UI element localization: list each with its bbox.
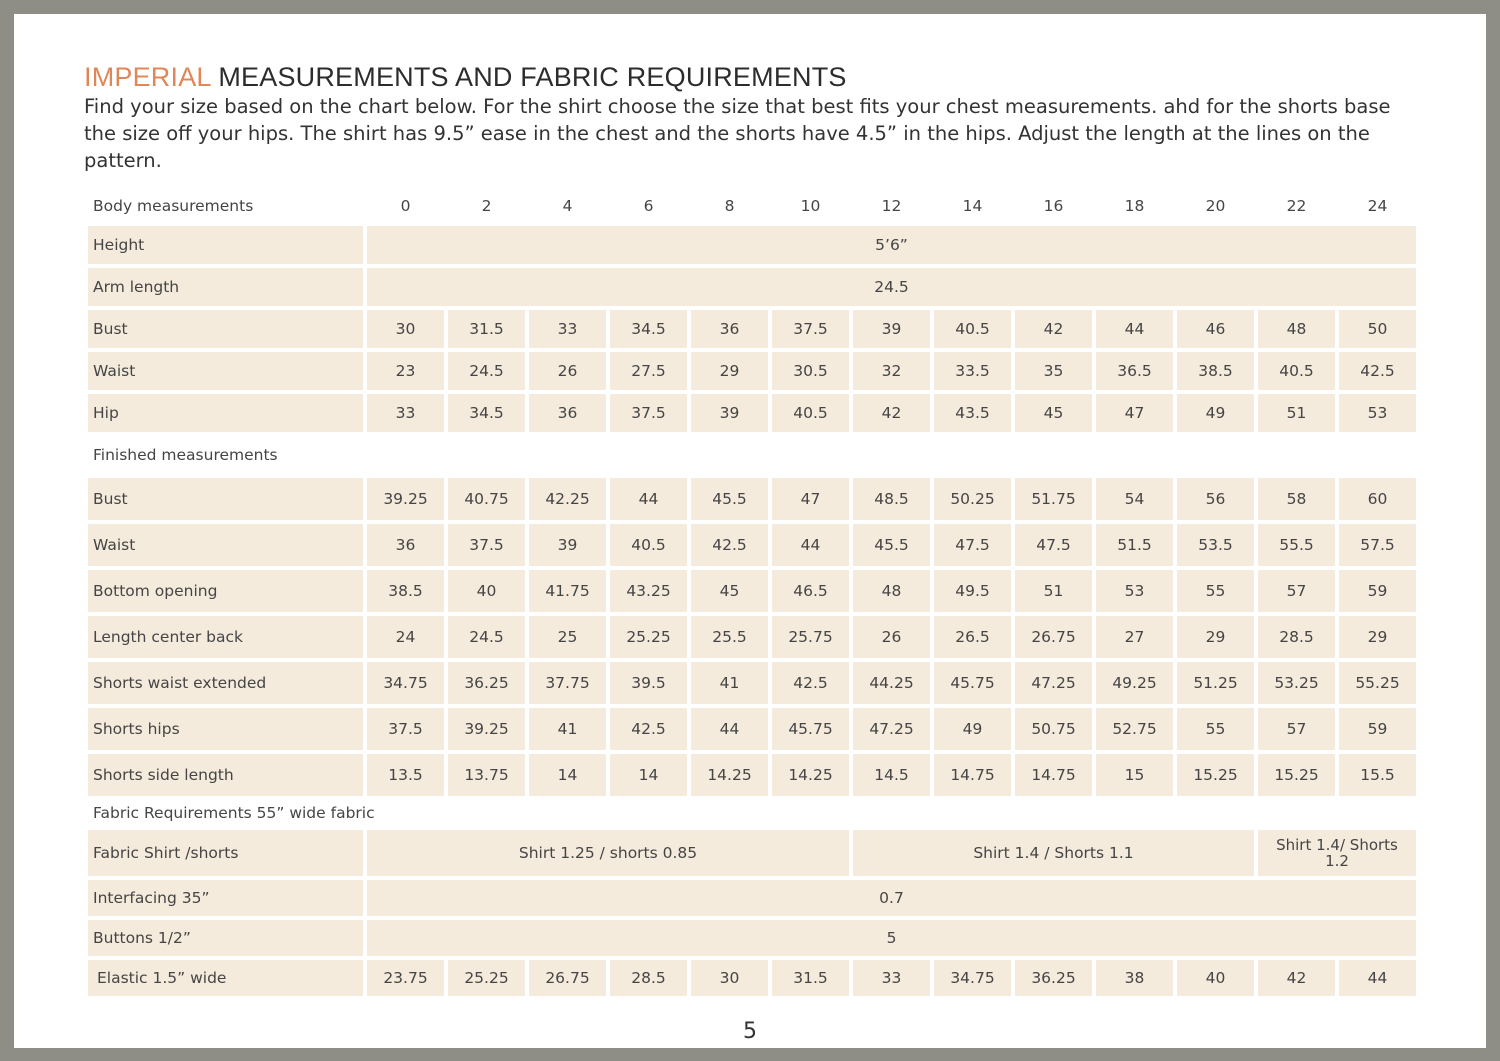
- row-label: Shorts hips: [88, 708, 363, 750]
- cell-value: 40.5: [1258, 352, 1335, 390]
- size-header: 10: [800, 197, 821, 215]
- section-header-row: [88, 436, 1416, 474]
- cell-value: 42.5: [691, 524, 768, 566]
- fabric-group-3-line: 1.2: [1325, 852, 1349, 870]
- size-header: 8: [724, 197, 735, 215]
- page-title: [84, 62, 847, 93]
- cell-value: 25.25: [610, 616, 687, 658]
- row-label: Shorts waist extended: [88, 662, 363, 704]
- cell-value: 44.25: [853, 662, 930, 704]
- table-row-buttons: [88, 920, 1416, 956]
- cell-value: 42.25: [529, 478, 606, 520]
- cell-value: 33.5: [934, 352, 1011, 390]
- cell-value: 40.5: [934, 310, 1011, 348]
- cell-value: 59: [1339, 708, 1416, 750]
- cell-value: 39.25: [367, 478, 444, 520]
- cell-value: 15.25: [1177, 754, 1254, 796]
- cell-value: 29: [691, 352, 768, 390]
- cell-value: 45.75: [934, 662, 1011, 704]
- cell-value: 39.5: [610, 662, 687, 704]
- cell-value: 45: [691, 570, 768, 612]
- cell-value: 58: [1258, 478, 1335, 520]
- cell-value: 33: [853, 960, 930, 996]
- cell-value: 55: [1177, 708, 1254, 750]
- cell-value: 42: [853, 394, 930, 432]
- intro-paragraph: [84, 93, 1424, 174]
- cell-value: 27.5: [610, 352, 687, 390]
- table-row: [88, 352, 1416, 390]
- cell-value: 24.5: [448, 616, 525, 658]
- row-label: Buttons 1/2”: [88, 920, 363, 956]
- row-label: Waist: [88, 352, 363, 390]
- cell-value: 40: [1177, 960, 1254, 996]
- cell-value: 54: [1096, 478, 1173, 520]
- cell-value: 14: [610, 754, 687, 796]
- cell-value: 34.5: [448, 394, 525, 432]
- row-label: Interfacing 35”: [88, 880, 363, 916]
- cell-value: 40.5: [772, 394, 849, 432]
- table-row-arm-length: [88, 268, 1416, 306]
- cell-value: 30: [367, 310, 444, 348]
- row-label: Arm length: [88, 268, 363, 306]
- cell-value: 13.75: [448, 754, 525, 796]
- cell-value: 37.5: [610, 394, 687, 432]
- cell-value: 39: [691, 394, 768, 432]
- cell-value: 47.25: [1015, 662, 1092, 704]
- size-header: 18: [1124, 197, 1145, 215]
- cell-value: 23: [367, 352, 444, 390]
- cell-value: 42.5: [772, 662, 849, 704]
- cell-value: 57.5: [1339, 524, 1416, 566]
- cell-value: 26.75: [529, 960, 606, 996]
- cell-value: 35: [1015, 352, 1092, 390]
- cell-value: 44: [1096, 310, 1173, 348]
- cell-value: 47: [772, 478, 849, 520]
- cell-value: 15.5: [1339, 754, 1416, 796]
- cell-value: 40.5: [610, 524, 687, 566]
- size-header: 20: [1205, 197, 1226, 215]
- cell-value: 14.75: [934, 754, 1011, 796]
- cell-value: 26: [853, 616, 930, 658]
- cell-value: 55.25: [1339, 662, 1416, 704]
- cell-value: 45.5: [853, 524, 930, 566]
- cell-value: 47.5: [934, 524, 1011, 566]
- row-label: Length center back: [88, 616, 363, 658]
- cell-value: 51: [1015, 570, 1092, 612]
- fabric-group-3-line: Shirt 1.4/ Shorts: [1276, 836, 1398, 854]
- size-header: 16: [1043, 197, 1064, 215]
- cell-value: 41: [529, 708, 606, 750]
- cell-value: 29: [1177, 616, 1254, 658]
- table-row-height: [88, 226, 1416, 264]
- cell-value: 38.5: [1177, 352, 1254, 390]
- size-header: 22: [1286, 197, 1307, 215]
- cell-value: 39: [529, 524, 606, 566]
- table-row: [88, 754, 1416, 796]
- row-label: Fabric Shirt /shorts: [88, 830, 363, 876]
- size-chart-table: [84, 186, 1420, 1000]
- cell-value: 24.5: [367, 268, 1416, 306]
- cell-value: 14.75: [1015, 754, 1092, 796]
- table-row: [88, 394, 1416, 432]
- cell-value: 39.25: [448, 708, 525, 750]
- cell-value: 43.5: [934, 394, 1011, 432]
- cell-value: 30: [691, 960, 768, 996]
- intro-line: Find your size based on the chart below. For the shirt choose the size that best fits your chest measurements. ahd for the shorts base: [84, 95, 1391, 118]
- page: [14, 14, 1486, 1048]
- cell-value: 5: [367, 920, 1416, 956]
- size-header: 14: [962, 197, 983, 215]
- cell-value: 37.75: [529, 662, 606, 704]
- intro-line: pattern.: [84, 149, 162, 172]
- cell-value: 23.75: [367, 960, 444, 996]
- cell-value: 26.75: [1015, 616, 1092, 658]
- cell-value: 52.75: [1096, 708, 1173, 750]
- cell-value: 57: [1258, 708, 1335, 750]
- cell-value: 37.5: [772, 310, 849, 348]
- cell-value: 27: [1096, 616, 1173, 658]
- cell-value: 34.75: [367, 662, 444, 704]
- cell-value: 40: [448, 570, 525, 612]
- cell-value: 55.5: [1258, 524, 1335, 566]
- cell-value: 53.5: [1177, 524, 1254, 566]
- cell-value: 24.5: [448, 352, 525, 390]
- cell-value: 51.25: [1177, 662, 1254, 704]
- cell-value: 14.5: [853, 754, 930, 796]
- section-header-row: [88, 800, 1416, 826]
- table-row-interfacing: [88, 880, 1416, 916]
- cell-value: 50.75: [1015, 708, 1092, 750]
- cell-value: 42: [1258, 960, 1335, 996]
- cell-value: 45.75: [772, 708, 849, 750]
- cell-value: 50: [1339, 310, 1416, 348]
- cell-value: 51.75: [1015, 478, 1092, 520]
- row-label: Waist: [88, 524, 363, 566]
- cell-value: 34.5: [610, 310, 687, 348]
- cell-value: 49.25: [1096, 662, 1173, 704]
- table-row: [88, 960, 1416, 996]
- size-header-row: [88, 190, 1416, 222]
- cell-value: 31.5: [448, 310, 525, 348]
- table-row: [88, 310, 1416, 348]
- cell-value: 38.5: [367, 570, 444, 612]
- cell-value: 33: [529, 310, 606, 348]
- cell-value: 25.75: [772, 616, 849, 658]
- cell-value: 38: [1096, 960, 1173, 996]
- row-label: Hip: [88, 394, 363, 432]
- cell-value: 15: [1096, 754, 1173, 796]
- cell-value: 49.5: [934, 570, 1011, 612]
- cell-value: 56: [1177, 478, 1254, 520]
- intro-line: the size off your hips. The shirt has 9.5” ease in the chest and the shorts have 4.5” in the hips. Adjust the length at the lines on the: [84, 122, 1370, 145]
- row-label: Shorts side length: [88, 754, 363, 796]
- size-header: 6: [643, 197, 654, 215]
- section-header-finished: Finished measurements: [93, 446, 278, 464]
- cell-value: 41.75: [529, 570, 606, 612]
- cell-value: 36.25: [448, 662, 525, 704]
- cell-value: 25: [529, 616, 606, 658]
- cell-value: 32: [853, 352, 930, 390]
- cell-value: 43.25: [610, 570, 687, 612]
- cell-value: 45: [1015, 394, 1092, 432]
- cell-value: 46.5: [772, 570, 849, 612]
- cell-value: 42.5: [610, 708, 687, 750]
- cell-value: 53: [1096, 570, 1173, 612]
- table-row-fabric: [88, 830, 1416, 876]
- cell-value: 0.7: [367, 880, 1416, 916]
- cell-value: 42: [1015, 310, 1092, 348]
- table-row: [88, 524, 1416, 566]
- table-row: [88, 478, 1416, 520]
- cell-value: 30.5: [772, 352, 849, 390]
- cell-value: 24: [367, 616, 444, 658]
- cell-value: 45.5: [691, 478, 768, 520]
- cell-value: 44: [610, 478, 687, 520]
- cell-value: 49: [1177, 394, 1254, 432]
- row-label: Bust: [88, 478, 363, 520]
- cell-value: 28.5: [610, 960, 687, 996]
- row-label: Elastic 1.5” wide: [88, 960, 363, 996]
- cell-value: 25.25: [448, 960, 525, 996]
- cell-value: 49: [934, 708, 1011, 750]
- title-rest: MEASUREMENTS AND FABRIC REQUIREMENTS: [218, 62, 847, 92]
- cell-value: 14: [529, 754, 606, 796]
- cell-value: 37.5: [448, 524, 525, 566]
- cell-value: 47: [1096, 394, 1173, 432]
- table-row: [88, 662, 1416, 704]
- cell-value: 36.5: [1096, 352, 1173, 390]
- cell-value: 26.5: [934, 616, 1011, 658]
- cell-value: 37.5: [367, 708, 444, 750]
- table-row: [88, 708, 1416, 750]
- cell-value: 50.25: [934, 478, 1011, 520]
- size-header: 4: [562, 197, 573, 215]
- row-label: Bottom opening: [88, 570, 363, 612]
- cell-value: 48: [1258, 310, 1335, 348]
- size-header: 24: [1367, 197, 1388, 215]
- cell-value: 44: [691, 708, 768, 750]
- cell-value: 41: [691, 662, 768, 704]
- row-label: Height: [88, 226, 363, 264]
- size-header: 0: [400, 197, 411, 215]
- cell-value: 14.25: [691, 754, 768, 796]
- cell-value: 39: [853, 310, 930, 348]
- title-accent: IMPERIAL: [84, 62, 211, 92]
- cell-value: 57: [1258, 570, 1335, 612]
- size-header: 12: [881, 197, 902, 215]
- cell-value: 36: [367, 524, 444, 566]
- cell-value: 47.5: [1015, 524, 1092, 566]
- cell-value: 15.25: [1258, 754, 1335, 796]
- cell-value: 59: [1339, 570, 1416, 612]
- section-header-fabric: Fabric Requirements 55” wide fabric: [93, 804, 375, 822]
- cell-value: 60: [1339, 478, 1416, 520]
- cell-value: 29: [1339, 616, 1416, 658]
- cell-value: 34.75: [934, 960, 1011, 996]
- cell-value: 28.5: [1258, 616, 1335, 658]
- cell-value: 5’6”: [367, 226, 1416, 264]
- cell-value: 47.25: [853, 708, 930, 750]
- cell-value: 36: [691, 310, 768, 348]
- cell-value: 26: [529, 352, 606, 390]
- cell-value: 53: [1339, 394, 1416, 432]
- cell-value: 44: [1339, 960, 1416, 996]
- fabric-group-3: [1258, 830, 1416, 876]
- cell-value: 25.5: [691, 616, 768, 658]
- cell-value: 51.5: [1096, 524, 1173, 566]
- cell-value: 36.25: [1015, 960, 1092, 996]
- cell-value: 55: [1177, 570, 1254, 612]
- cell-value: 48.5: [853, 478, 930, 520]
- cell-value: 48: [853, 570, 930, 612]
- fabric-group-2: Shirt 1.4 / Shorts 1.1: [853, 830, 1254, 876]
- cell-value: 14.25: [772, 754, 849, 796]
- cell-value: 31.5: [772, 960, 849, 996]
- cell-value: 36: [529, 394, 606, 432]
- table-row: [88, 570, 1416, 612]
- cell-value: 40.75: [448, 478, 525, 520]
- section-header-body: Body measurements: [93, 197, 254, 215]
- page-number: 5: [743, 1019, 757, 1044]
- fabric-group-1: Shirt 1.25 / shorts 0.85: [367, 830, 849, 876]
- cell-value: 53.25: [1258, 662, 1335, 704]
- row-label: Bust: [88, 310, 363, 348]
- cell-value: 46: [1177, 310, 1254, 348]
- cell-value: 51: [1258, 394, 1335, 432]
- size-header: 2: [481, 197, 492, 215]
- table-row: [88, 616, 1416, 658]
- cell-value: 42.5: [1339, 352, 1416, 390]
- cell-value: 13.5: [367, 754, 444, 796]
- cell-value: 33: [367, 394, 444, 432]
- cell-value: 44: [772, 524, 849, 566]
